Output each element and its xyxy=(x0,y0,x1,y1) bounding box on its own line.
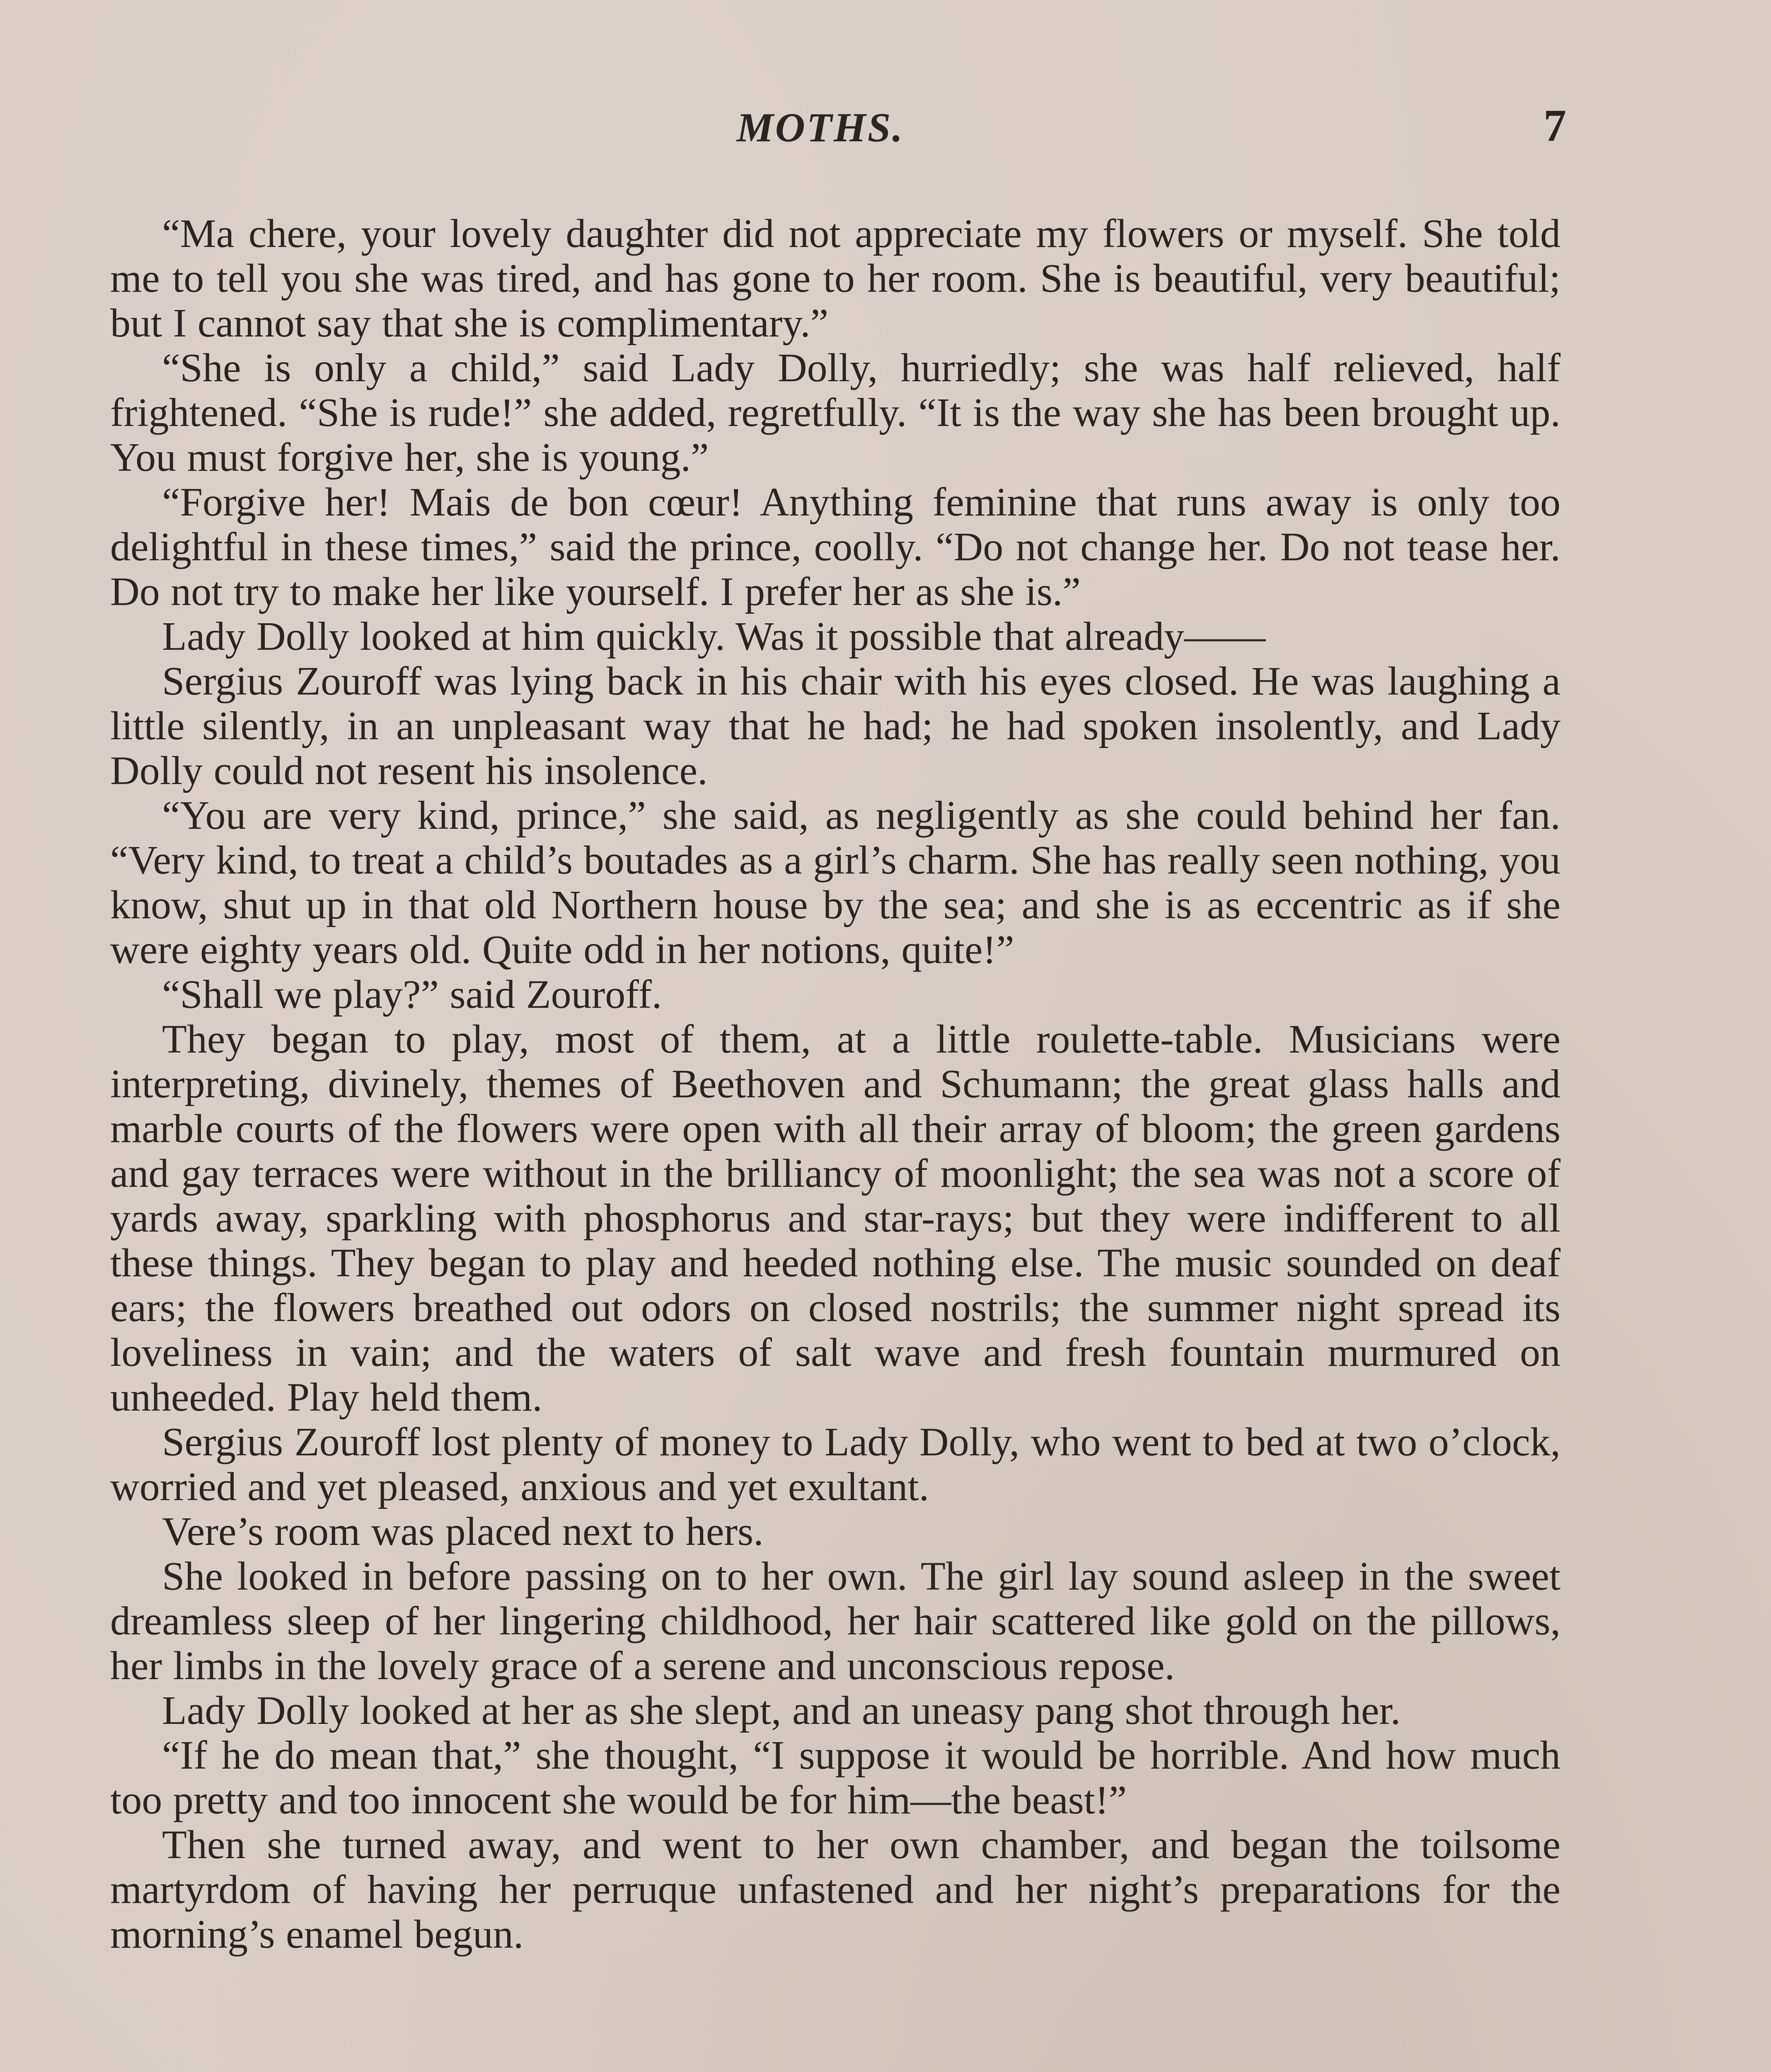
paragraph: Vere’s room was placed next to hers. xyxy=(162,1509,764,1554)
paragraph: They began to play, most of them, at a little roulette-table. Musicians were interpreting, divinely, themes of Beethoven and Schumann; the great glass halls and marble courts of the flowers were open with all their array of bloom; the green gardens and gay terraces were without in the brilliancy of moonlight; the sea was not a score of yards away, sparkling with phosphorus and star-rays; but they were indifferent to all these things. They began to play and heeded nothing else. The music sounded on deaf ears; the flowers breathed out odors on closed nostrils; the summer night spread its loveliness in vain; and the waters of salt wave and fresh fountain murmured on unheeded. Play held them. xyxy=(110,1017,1561,1420)
paragraph: “Shall we play?” said Zouroff. xyxy=(162,972,662,1017)
paragraph: “If he do mean that,” she thought, “I suppose it would be horrible. And how much too pretty and too innocent she would be for him—the beast!” xyxy=(110,1733,1561,1823)
paragraph: “Ma chere, your lovely daughter did not appreciate my flowers or myself. She told me to tell you she was tired, and has gone to her room. She is beautiful, very beautiful; but I cannot say that she is complimentary.” xyxy=(110,211,1561,346)
paragraph: “You are very kind, prince,” she said, as negligently as she could behind her fan. “Very kind, to treat a child’s boutades as a girl’s charm. She has really seen nothing, you know, shut up in that old Northern house by the sea; and she is as eccentric as if she were eighty years old. Quite odd in her notions, quite!” xyxy=(110,793,1561,972)
paragraph: “She is only a child,” said Lady Dolly, hurriedly; she was half relieved, half frightened. “She is rude!” she added, regretfully. “It is the way she has been brought up. You must forgive her, she is young.” xyxy=(110,346,1561,480)
text-body xyxy=(110,211,1561,1957)
paragraph: She looked in before passing on to her own. The girl lay sound asleep in the sweet dreamless sleep of her lingering childhood, her hair scattered like gold on the pillows, her limbs in the lovely grace of a serene and unconscious repose. xyxy=(110,1554,1561,1688)
paragraph: “Forgive her! Mais de bon cœur! Anything feminine that runs away is only too delightful in these times,” said the prince, coolly. “Do not change her. Do not tease her. Do not try to make her like yourself. I prefer her as she is.” xyxy=(110,480,1561,614)
paragraph: Sergius Zouroff was lying back in his chair with his eyes closed. He was laughing a little silently, in an unpleasant way that he had; he had spoken insolently, and Lady Dolly could not resent his insolence. xyxy=(110,659,1561,793)
page-number: 7 xyxy=(1544,100,1566,151)
running-title: MOTHS. xyxy=(736,104,905,150)
page-header xyxy=(0,100,1771,162)
paragraph: Lady Dolly looked at her as she slept, and an uneasy pang shot through her. xyxy=(162,1688,1401,1733)
paragraph: Lady Dolly looked at him quickly. Was it possible that already—— xyxy=(162,614,1266,659)
paragraph: Then she turned away, and went to her own chamber, and began the toilsome martyrdom of having her perruque unfastened and her night’s preparations for the morning’s enamel begun. xyxy=(110,1823,1561,1957)
paragraph: Sergius Zouroff lost plenty of money to Lady Dolly, who went to bed at two o’clock, worried and yet pleased, anxious and yet exultant. xyxy=(110,1420,1561,1509)
